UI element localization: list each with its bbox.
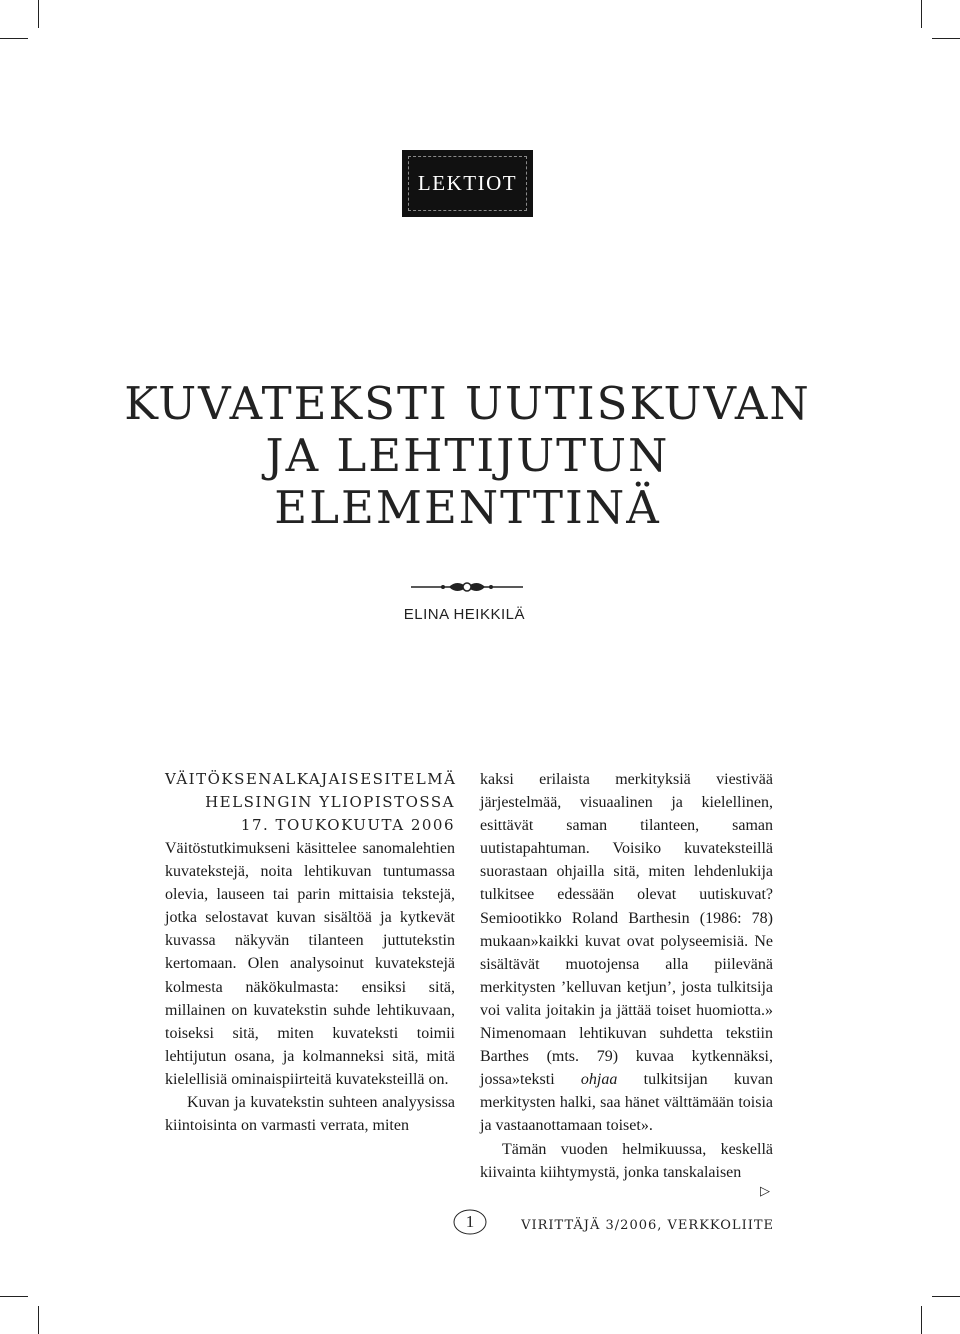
crop-mark <box>932 38 960 39</box>
footer-publication: VIRITTÄJÄ 3/2006, VERKKOLIITE <box>521 1218 774 1233</box>
crop-mark <box>932 1296 960 1297</box>
body-paragraph: Tämän vuoden helmikuussa, keskellä kiivainta kiihtymystä, jonka tanskalaisen <box>480 1140 773 1181</box>
continue-arrow-icon: ▷ <box>760 1184 770 1199</box>
title-line: KUVATEKSTI UUTISKUVAN <box>124 377 811 430</box>
author-name: ELINA HEIKKILÄ <box>403 606 525 623</box>
badge-label: LEKTIOT <box>417 171 518 195</box>
right-column <box>480 768 773 1184</box>
page-number-label: 1 <box>465 1212 475 1231</box>
text-run: tulkitsijan kuvan merkitysten halki, saa hänet välttämään toisia ja vastaanottamaan toiset». <box>480 1071 773 1135</box>
crop-mark <box>38 1306 39 1334</box>
article-title <box>0 378 935 534</box>
emphasis: ohjaa <box>580 1071 618 1089</box>
crop-mark <box>38 0 39 28</box>
lecture-venue <box>165 768 455 837</box>
left-column <box>165 768 455 1137</box>
body-paragraph: Väitöstutkimukseni käsittelee sanomalehtien kuvatekstejä, noita lehtikuvan tuntumassa olevia, lauseen tai parin mittaisia tekstejä, jotka selostavat kuvan sisältöä ja kytkevät kuvassa näkyvän tilanteen juttutekstin kertomaan. Olen analysoinut kuvatekstejä kolmesta näkökulmasta: ensiksi sitä, millainen on kuvatekstin suhde lehtikuvaan, toiseksi sitä, miten kuvateksti toimii lehtijutun osana, ja kolmanneksi sitä, mitä kielellisiä ominaispiirteitä kuvateksteillä on. <box>165 840 455 1088</box>
title-line: ELEMENTTINÄ <box>274 481 661 534</box>
page-number <box>452 1208 488 1236</box>
crop-mark <box>0 38 28 39</box>
venue-line: VÄITÖKSENALKAJAISESITELMÄ <box>165 770 457 788</box>
text-run: kaksi erilaista merkityksiä viestivää järjestelmää, visuaalinen ja kielellinen, esittävät saman tilanteen, saman uutistapahtuman. Voisiko kuvateksteillä suorastaan ohjailla sitä, miten lehdenlukija tulkitsee edessään olevat uutiskuvat? Semiootikko Roland Barthesin (1986: 78) mukaan»kaikki kuvat ovat polyseemisiä. Ne sisältävät muotojensa alla piilevänä merkitysten ’kelluvan ketjun’, josta tulkitsija voi valita joitakin ja jättää toiset huomiotta.» Nimenomaan lehtikuvan suhdetta tekstiin Barthes (mts. 79) kuvaa kytkennäksi, jossa»teksti <box>480 771 773 1089</box>
section-badge <box>402 150 533 217</box>
title-line: JA LEHTIJUTUN <box>265 429 670 482</box>
body-paragraph: Kuvan ja kuvatekstin suhteen analyysissa kiintoisinta on varmasti verrata, miten <box>165 1094 455 1135</box>
ornament-divider-icon <box>411 578 523 596</box>
venue-line: 17. TOUKOKUUTA 2006 <box>240 816 455 834</box>
body-paragraph <box>480 768 773 1138</box>
crop-mark <box>921 0 922 28</box>
venue-line: HELSINGIN YLIOPISTOSSA <box>205 793 455 811</box>
crop-mark <box>921 1306 922 1334</box>
crop-mark <box>0 1296 28 1297</box>
